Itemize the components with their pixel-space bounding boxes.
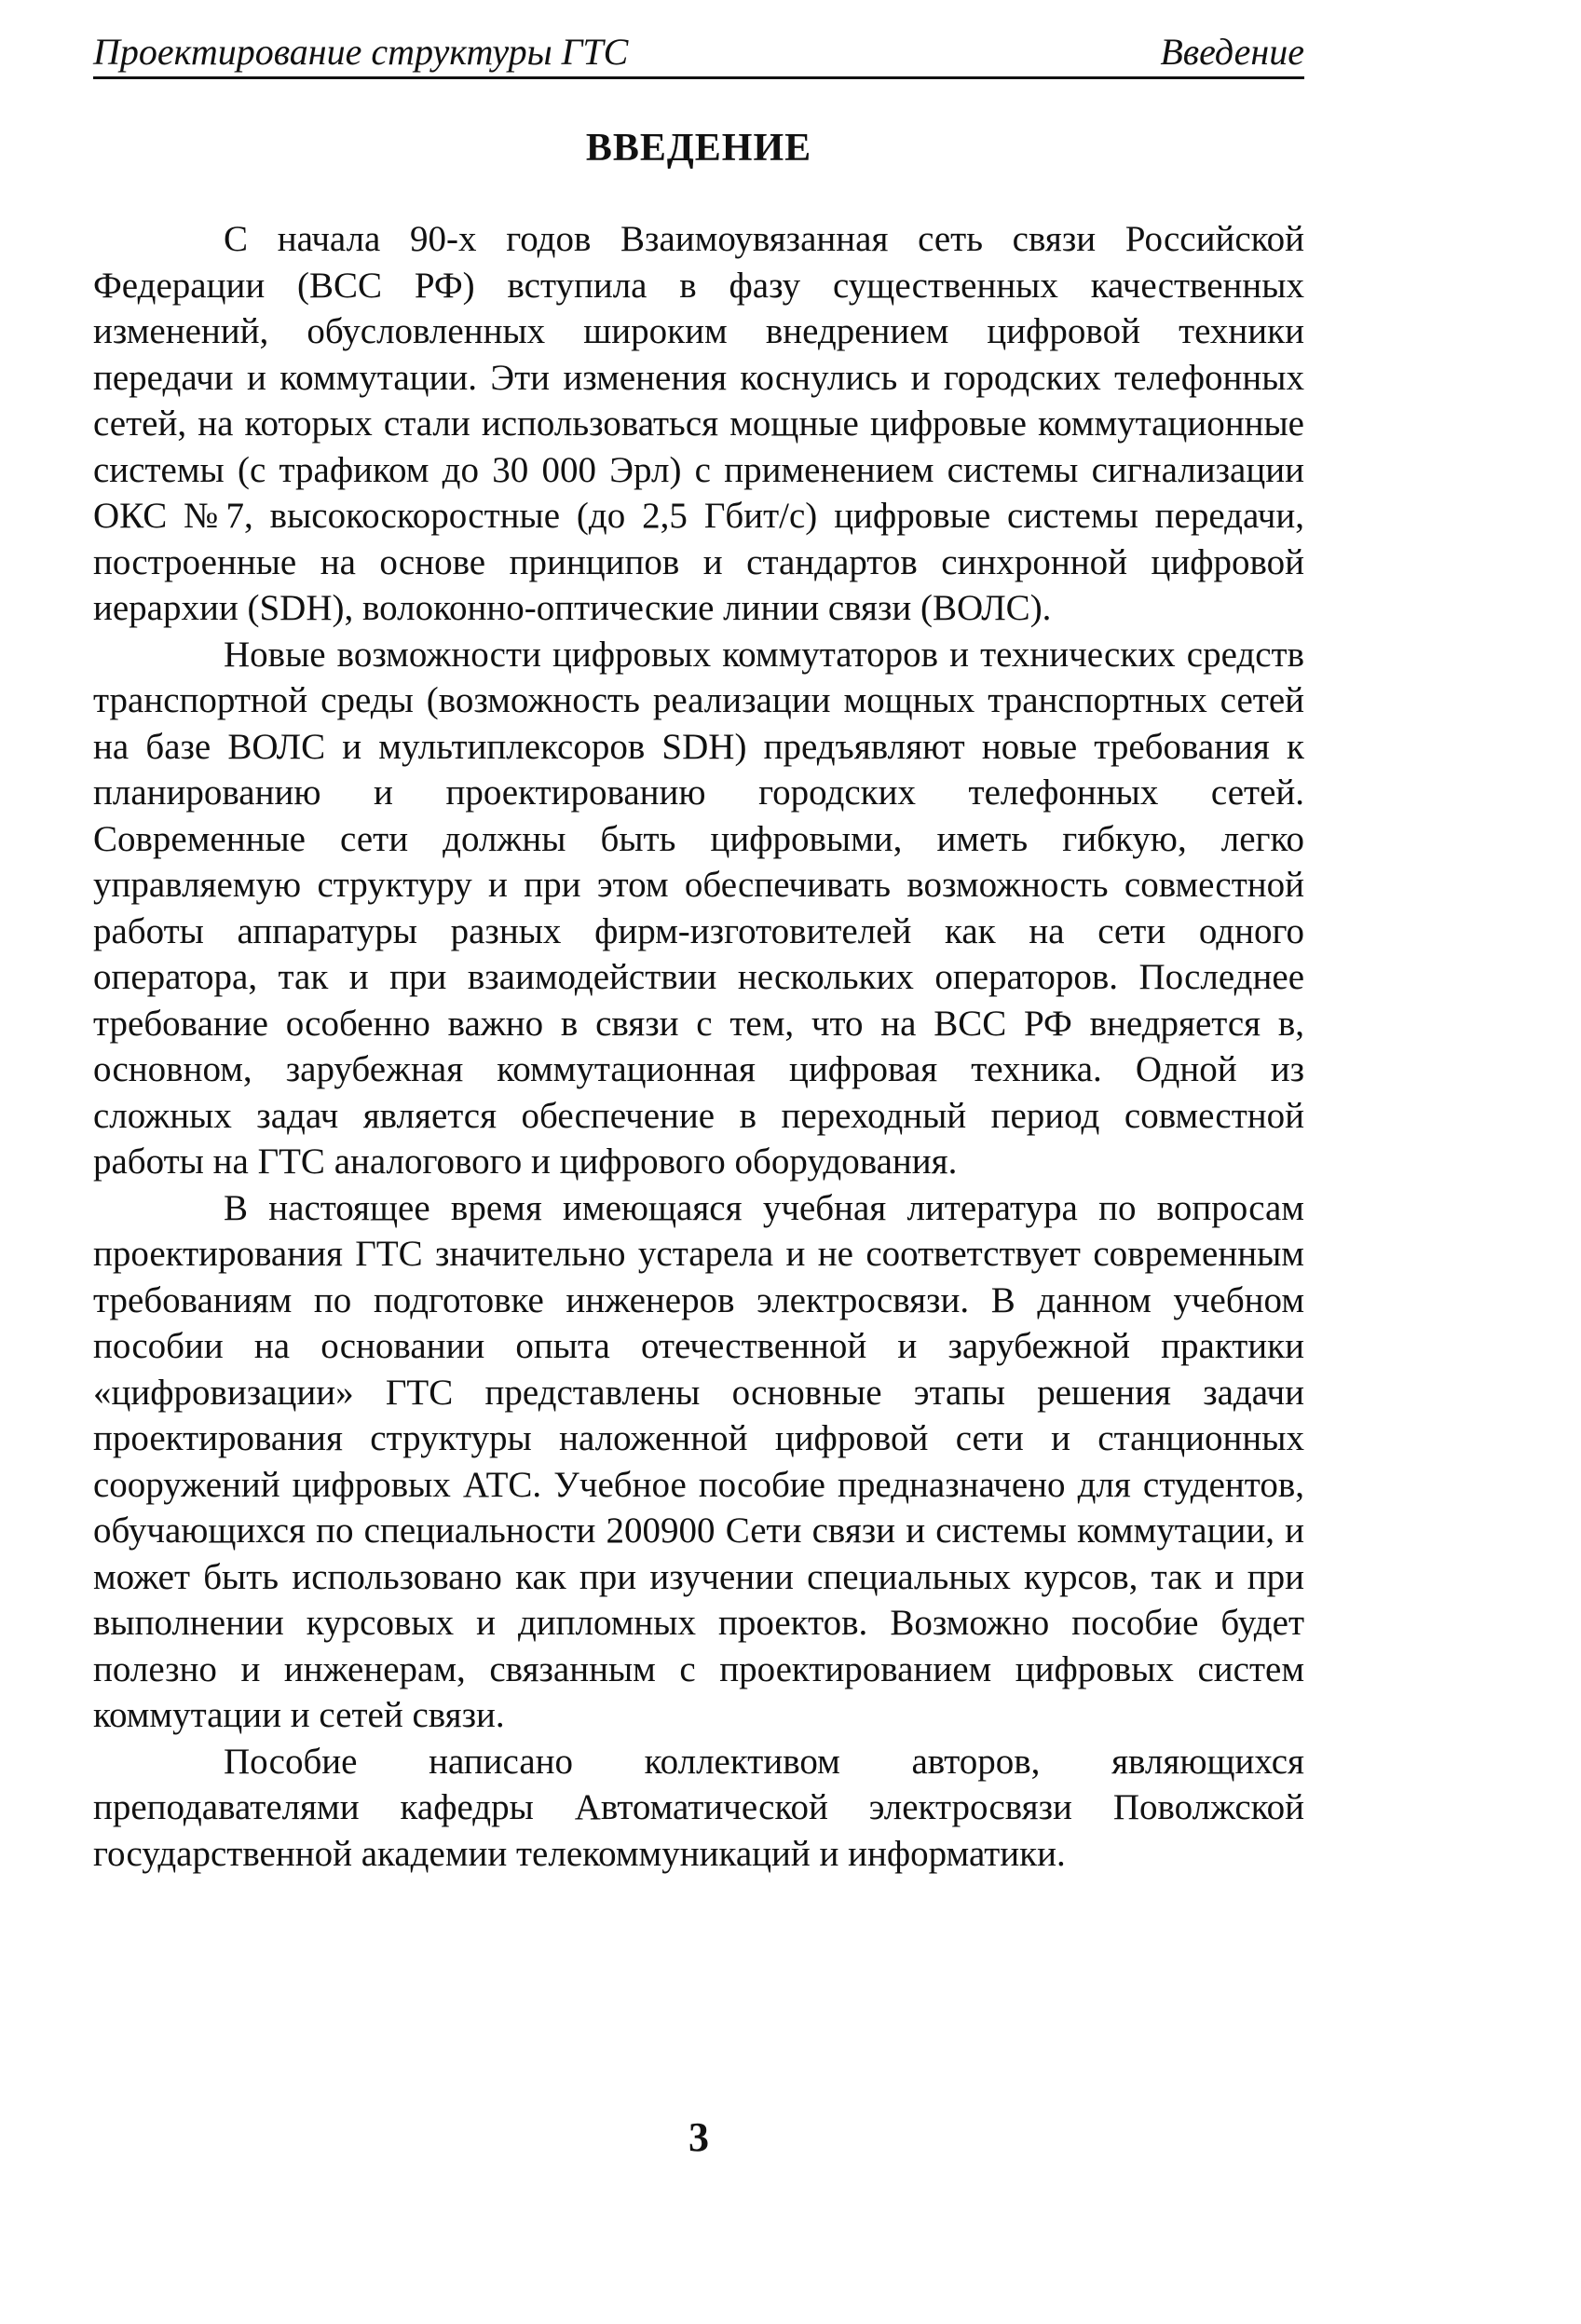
header-rule <box>93 76 1304 79</box>
body-text <box>93 216 1304 1877</box>
paragraph-1: С начала 90-х годов Взаимоувязанная сеть связи Российской Федерации (ВСС РФ) вступила в фазу существенных качественных изменений, обусловленных широким внедрением цифровой техники передачи и коммутации. Эти изменения коснулись и городских телефонных сетей, на которых стали использоваться мощные цифровые коммутационные системы (с трафиком до 30 000 Эрл) с применением системы сигнализации ОКС №7, высокоскоростные (до 2,5 Гбит/с) цифровые системы передачи, построенные на основе принципов и стандартов синхронной цифровой иерархии (SDH), волоконно-оптические линии связи (ВОЛС). <box>93 219 1304 628</box>
running-header-section-title: Введение <box>1160 31 1304 73</box>
paragraph-4: Пособие написано коллективом авторов, являющихся преподавателями кафедры Автоматической электросвязи Поволжской государственной академии телекоммуникаций и информатики. <box>93 1741 1304 1874</box>
page-title: ВВЕДЕНИЕ <box>585 127 812 170</box>
paragraph-3: В настоящее время имеющаяся учебная литература по вопросам проектирования ГТС значительно устарела и не соответствует современным требованиям по подготовке инженеров электросвязи. В данном учебном пособии на основании опыта отечественной и зарубежной практики «цифровизации» ГТС представлены основные этапы решения задачи проектирования структуры наложенной цифровой сети и станционных сооружений цифровых АТС. Учебное пособие предназначено для студентов, обучающихся по специальности 200900 Сети связи и системы коммутации, и может быть использовано как при изучении специальных курсов, так и при выполнении курсовых и дипломных проектов. Возможно пособие будет полезно и инженерам, связанным с проектированием цифровых систем коммутации и сетей связи. <box>93 1187 1304 1735</box>
page-number: 3 <box>688 2114 709 2160</box>
running-header <box>93 26 1304 84</box>
running-header-book-title: Проектирование структуры ГТС <box>93 31 629 73</box>
paragraph-2: Новые возможности цифровых коммутаторов и технических средств транспортной среды (возможность реализации мощных транспортных сетей на базе ВОЛС и мультиплексоров SDH) предъявляют новые требования к планированию и проектированию городских телефонных сетей. Современные сети должны быть цифровыми, иметь гибкую, легко управляемую структуру и при этом обеспечивать возможность совместной работы аппаратуры разных фирм-изготовителей как на сети одного оператора, так и при взаимодействии нескольких операторов. Последнее требование особенно важно в связи с тем, что на ВСС РФ внедряется в, основном, зарубежная коммутационная цифровая техника. Одной из сложных задач является обеспечение в переходный период совместной работы на ГТС аналогового и цифрового оборудования. <box>93 634 1304 1182</box>
